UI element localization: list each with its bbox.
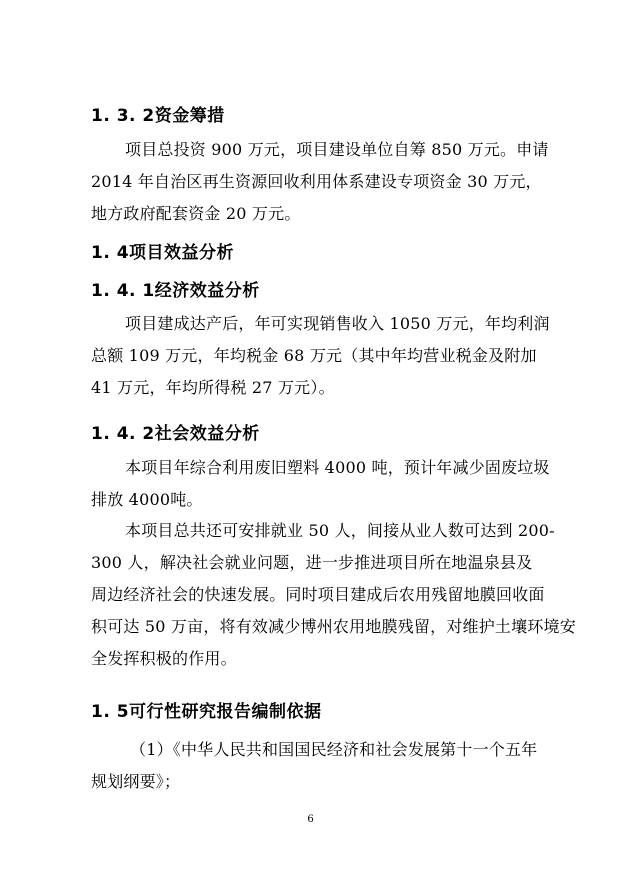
- heading-1-4: 1. 4项目效益分析: [91, 243, 235, 263]
- list-item-line: （1）《中华人民共和国国民经济和社会发展第十一个五年: [130, 740, 538, 759]
- paragraph-line: 300 人，解决社会就业问题，进一步推进项目所在地温泉县及: [91, 553, 533, 572]
- paragraph-line: 本项目总共还可安排就业 50 人，间接从业人数可达到 200-: [125, 521, 555, 540]
- paragraph-line: 项目建成达产后，年可实现销售收入 1050 万元，年均利润: [125, 314, 550, 333]
- paragraph-line: 41 万元，年均所得税 27 万元）。: [91, 378, 335, 397]
- paragraph-line: 积可达 50 万亩，将有效减少博州农用地膜残留，对维护土壤环境安: [91, 617, 576, 636]
- paragraph-line: 本项目年综合利用废旧塑料 4000 吨，预计年减少固废垃圾: [125, 458, 550, 477]
- heading-1-4-1: 1. 4. 1经济效益分析: [91, 281, 260, 301]
- list-item-line: 规划纲要》；: [91, 772, 181, 791]
- paragraph-line: 2014 年自治区再生资源回收利用体系建设专项资金 30 万元，: [91, 172, 542, 191]
- paragraph-line: 地方政府配套资金 20 万元。: [91, 204, 301, 223]
- paragraph-line: 周边经济社会的快速发展。同时项目建成后农用残留地膜回收面: [91, 585, 545, 604]
- paragraph-line: 排放 4000吨。: [91, 490, 203, 509]
- heading-1-5: 1. 5可行性研究报告编制依据: [91, 702, 322, 722]
- paragraph-line: 项目总投资 900 万元，项目建设单位自筹 850 万元。申请: [125, 140, 549, 159]
- heading-1-4-2: 1. 4. 2社会效益分析: [91, 424, 260, 444]
- page-number: 6: [307, 814, 314, 825]
- heading-1-3-2: 1. 3. 2资金筹措: [91, 106, 225, 126]
- paragraph-line: 总额 109 万元，年均税金 68 万元（其中年均营业税金及附加: [91, 346, 537, 365]
- paragraph-line: 全发挥积极的作用。: [91, 649, 237, 668]
